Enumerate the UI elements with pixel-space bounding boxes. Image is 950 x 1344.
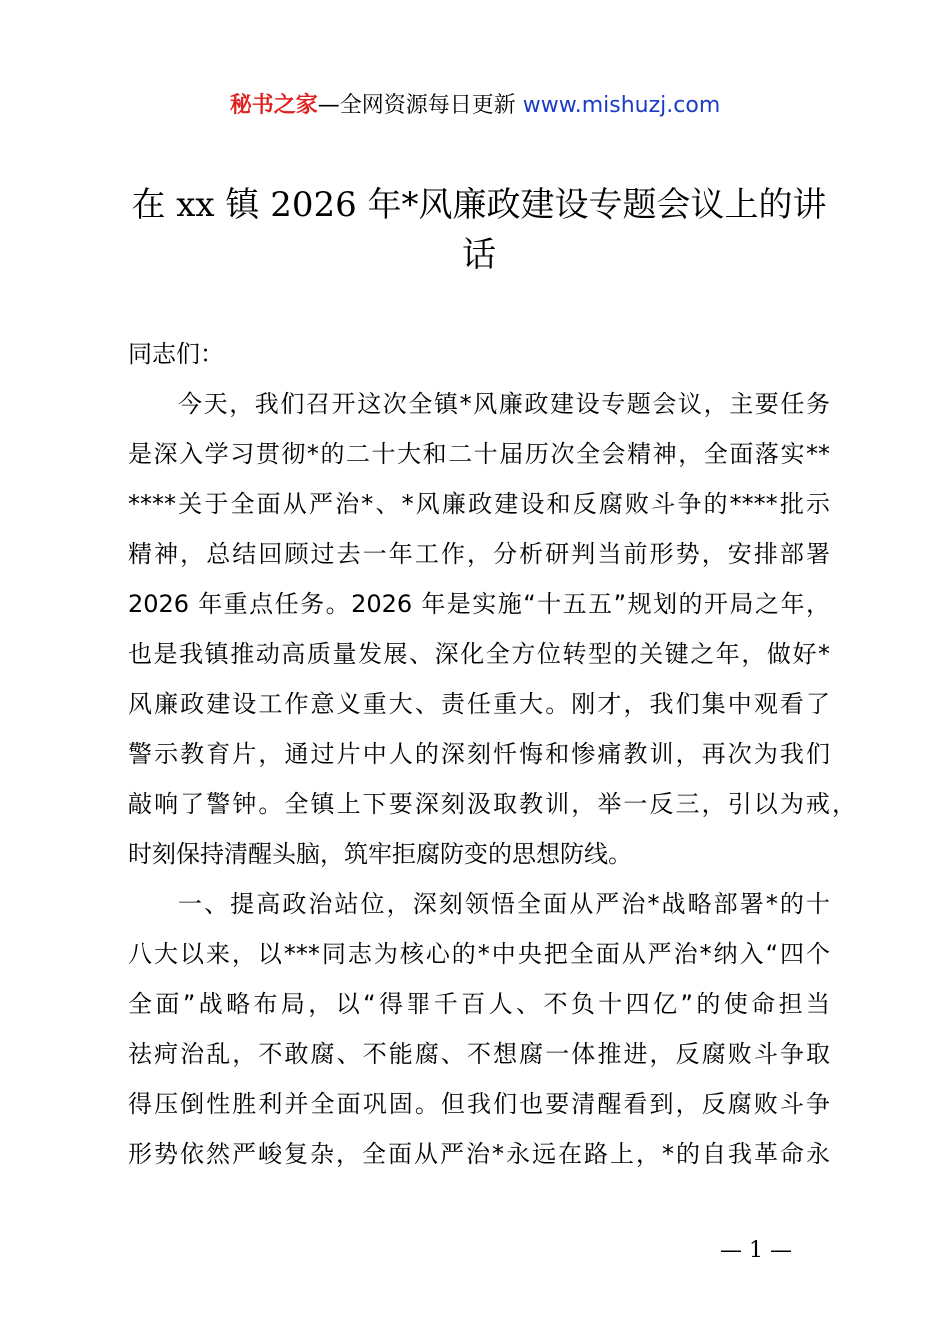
salutation: 同志们： xyxy=(128,340,224,368)
site-url-link[interactable]: www.mishuzj.com xyxy=(522,93,721,118)
brand-name: 秘书之家 xyxy=(229,93,318,118)
text-line: 形势依然严峻复杂，全面从严治*永远在路上，*的自我革命永 xyxy=(128,1140,830,1168)
document-title xyxy=(0,180,950,280)
text-line: 敲响了警钟。全镇上下要深刻汲取教训，举一反三，引以为戒， xyxy=(128,790,856,818)
text-line: 是深入学习贯彻*的二十大和二十届历次全会精神，全面落实** xyxy=(128,440,830,468)
text-line: 时刻保持清醒头脑，筑牢拒腐防变的思想防线。 xyxy=(128,840,632,868)
section-heading-line: 一、提高政治站位，深刻领悟全面从严治*战略部署*的十 xyxy=(178,890,830,918)
text-line: 2026 年重点任务。2026 年是实施“十五五”规划的开局之年， xyxy=(128,590,830,618)
text-line: 八大以来，以***同志为核心的*中央把全面从严治*纳入“四个 xyxy=(128,940,830,968)
text-line: 警示教育片，通过片中人的深刻忏悔和惨痛教训，再次为我们 xyxy=(128,740,830,768)
page-number: — 1 — xyxy=(720,1238,792,1263)
text-line: 精神，总结回顾过去一年工作，分析研判当前形势，安排部署 xyxy=(128,540,830,568)
text-line: 全面”战略布局，以“得罪千百人、不负十四亿”的使命担当 xyxy=(128,990,830,1018)
text-line: 得压倒性胜利并全面巩固。但我们也要清醒看到，反腐败斗争 xyxy=(128,1090,830,1118)
document-title-line-2: 话 xyxy=(462,235,496,275)
document-title-line-1: 在 xx 镇 2026 年*风廉政建设专题会议上的讲 xyxy=(131,185,827,225)
site-header xyxy=(0,88,950,119)
document-body xyxy=(128,329,856,1179)
text-line: 也是我镇推动高质量发展、深化全方位转型的关键之年，做好* xyxy=(128,640,830,668)
header-slogan: —全网资源每日更新 xyxy=(317,93,523,118)
text-line: 今天，我们召开这次全镇*风廉政建设专题会议，主要任务 xyxy=(178,390,830,418)
text-line: 风廉政建设工作意义重大、责任重大。刚才，我们集中观看了 xyxy=(128,690,830,718)
text-line: ****关于全面从严治*、*风廉政建设和反腐败斗争的****批示 xyxy=(128,490,830,518)
text-line: 祛疴治乱，不敢腐、不能腐、不想腐一体推进，反腐败斗争取 xyxy=(128,1040,830,1068)
